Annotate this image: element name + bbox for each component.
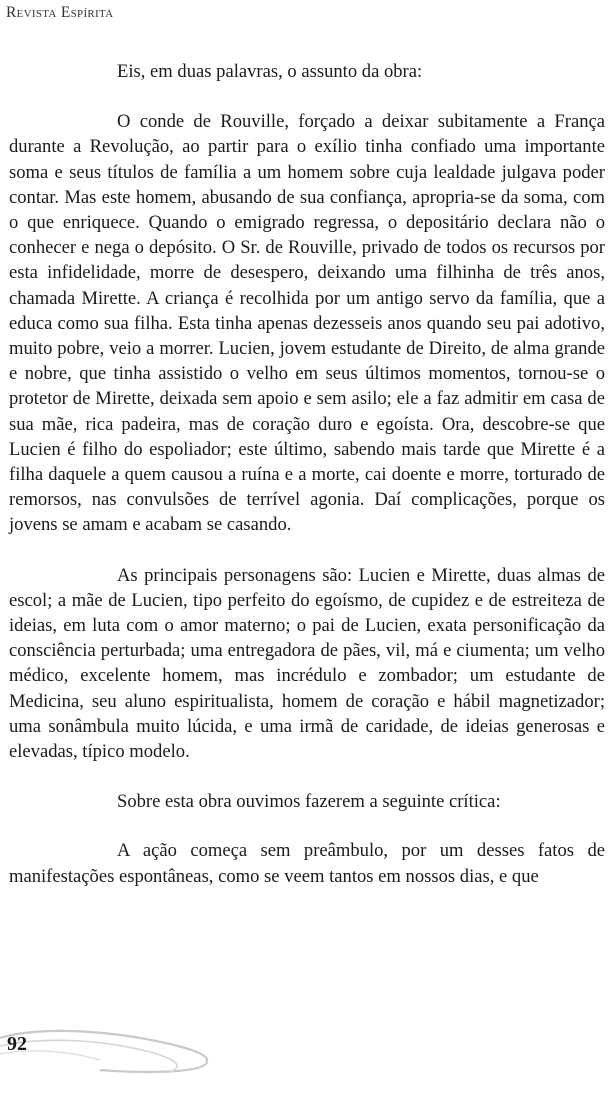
- paragraph-intro: Eis, em duas palavras, o assunto da obra:: [117, 61, 423, 82]
- paragraph-characters: As principais personagens são: Lucien e Mirette, duas almas de escol; a mãe de Lucien, tipo perfeito do egoísmo, de cupidez e de estreiteza de ideias, em luta com o amor materno; o pai de Lucien, exata personificação da consciência perturbada; uma entregadora de pães, vil, má e ciumenta; um velho médico, excelente homem, mas incrédulo e zombador; um estudante de Medicina, seu aluno espiritualista, homem de coração e hábil magnetizador; uma sonâmbula muito lúcida, e uma irmã de caridade, de ideias generosas e elevadas, típico modelo.: [9, 564, 605, 763]
- paragraph-criticism-intro: Sobre esta obra ouvimos fazerem a seguinte crítica:: [117, 791, 501, 813]
- paragraph-plot: O conde de Rouville, forçado a deixar subitamente a França durante a Revolução, ao partir para o exílio tinha confiado uma importante soma e seus títulos de família a um homem sobre cuja lealdade julgava poder contar. Mas este homem, abusando de sua confiança, apropria-se da soma, com o que enriquece. Quando o emigrado regressa, o depositário declara não o conhecer e nega o depósito. O Sr. de Rouville, privado de todos os recursos por esta infidelidade, morre de desespero, deixando uma filhinha de três anos, chamada Mirette. A criança é recolhida por um antigo servo da família, que a educa como sua filha. Esta tinha apenas dezesseis anos quando seu pai adotivo, muito pobre, veio a morrer. Lucien, jovem estudante de Direito, de alma grande e nobre, que tinha assistido o velho em seus últimos momentos, tornou-se o protetor de Mirette, deixada sem apoio e sem asilo; ele a faz admitir em casa de sua mãe, rica padeira, mas de coração duro e egoísta. Ora, descobre-se que Lucien é filho do espoliador; este último, sabendo mais tarde que Mirette é a filha daquele a quem causou a ruína e a morte, cai doente e morre, torturado de remorsos, nas convulsões de terrível agonia. Daí complicações, porque os jovens se amam e acabam se casando.: [9, 111, 605, 536]
- running-header: Revista Espírita: [6, 4, 114, 21]
- decorative-swoosh: [0, 1016, 230, 1076]
- paragraph-criticism: A ação começa sem preâmbulo, por um desses fatos de manifestações espontâneas, como se veem tantos em nossos dias, e que: [9, 840, 605, 887]
- body-text: [9, 59, 605, 914]
- page-number: 92: [7, 1033, 27, 1055]
